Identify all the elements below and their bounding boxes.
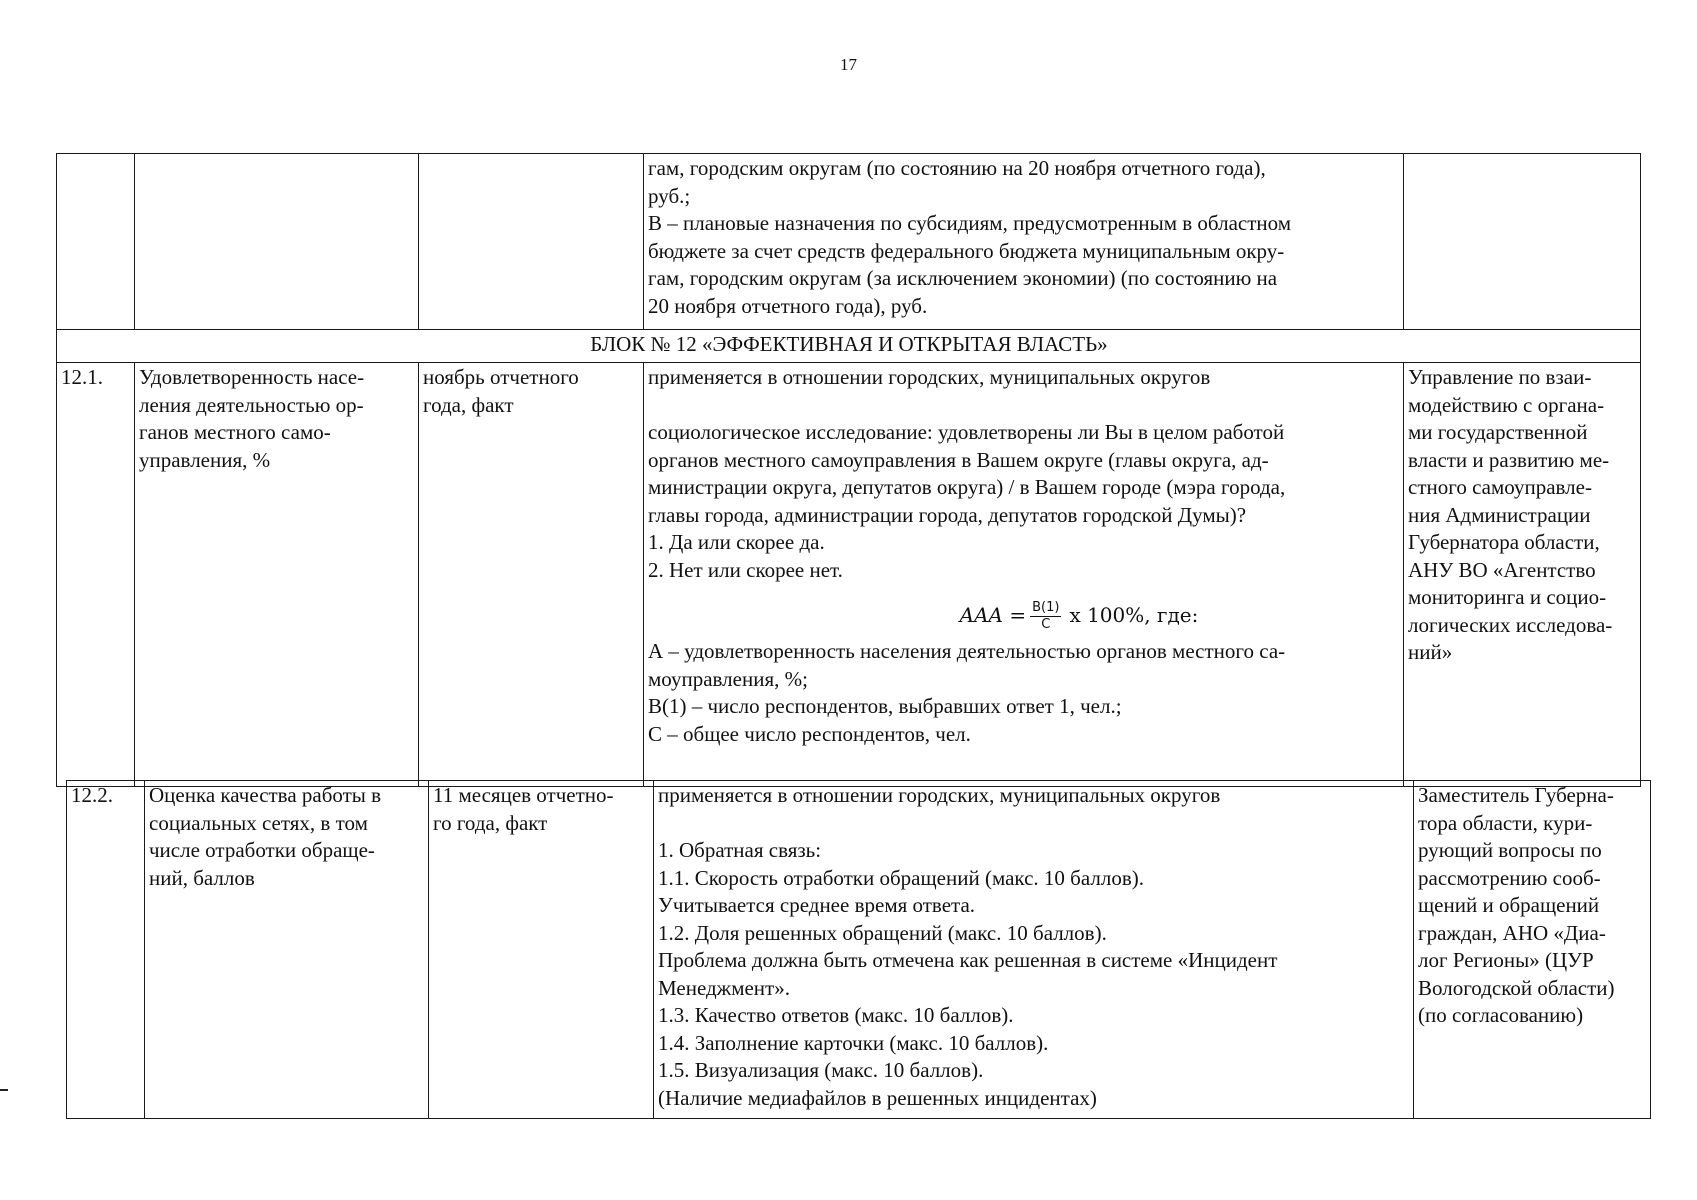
period: 11 месяцев отчетно- го года, факт xyxy=(429,781,654,1119)
indicator-cell xyxy=(135,154,419,330)
indicator-name: Удовлетворенность насе- ления деятельностью ор- ганов местного само- управления, % xyxy=(135,363,419,787)
period: ноябрь отчетного года, факт xyxy=(419,363,644,787)
method-line: В – плановые назначения по субсидиям, предусмотренным в областном xyxy=(648,211,1292,235)
method-line: бюджете за счет средств федерального бюджета муниципальным окру- xyxy=(648,238,1285,263)
row-number: 12.2. xyxy=(67,781,145,1119)
indicator-name: Оценка качества работы в социальных сетях, в том числе отработки обраще- ний, баллов xyxy=(145,781,429,1119)
formula-denominator: C xyxy=(1041,616,1051,632)
method-cell xyxy=(644,154,1404,330)
method-line: гам, городским округам (за исключением экономии) (по состоянию на xyxy=(648,266,1278,290)
number-cell xyxy=(57,154,135,330)
indicators-table-continued xyxy=(66,780,1651,1119)
block-header-row xyxy=(57,330,1641,363)
block-title: БЛОК № 12 «ЭФФЕКТИВНАЯ И ОТКРЫТАЯ ВЛАСТЬ» xyxy=(57,330,1641,363)
period-cell xyxy=(419,154,644,330)
margin-mark xyxy=(0,1089,8,1091)
calculation-method: применяется в отношении городских, муниципальных округов социологическое исследование: удовлетворены ли Вы в целом работой органов местного самоуправления в Вашем округе (главы округа, ад- министрации округа, депутатов округа) / в Вашем городе (мэра города, главы города, администрации города, депутатов городской Думы)? 1. Да или скорее да. 2. Нет или скорее нет. AAA = $\frac{B(1)}{C}$ x 100%, где: А – удовлетворенность населения деятельностью органов местного са- моуправления, %; В(1) – число респондентов, выбравших ответ 1, чел.; С – общее число респондентов, чел. xyxy=(644,363,1404,787)
method-intro: применяется в отношении городских, муниципальных округов xyxy=(658,783,1221,807)
formula-fraction xyxy=(1030,600,1061,633)
table-row xyxy=(67,781,1651,1119)
method-line: 20 ноября отчетного года), руб. xyxy=(648,293,928,318)
method-line: гам, городским округам (по состоянию на 20 ноября отчетного года), xyxy=(648,156,1266,180)
row-number: 12.1. xyxy=(57,363,135,787)
indicators-table xyxy=(56,153,1641,787)
page-number: 17 xyxy=(840,55,857,74)
calculation-method: применяется в отношении городских, муниципальных округов 1. Обратная связь: 1.1. Скорость отработки обращений (макс. 10 баллов). Учитывается среднее время ответа. 1.2. Доля решенных обращений (макс. 10 баллов). Проблема должна быть отмечена как решенная в системе «Инцидент Менеджмент». 1.3. Качество ответов (макс. 10 баллов). 1.4. Заполнение карточки (макс. 10 баллов). 1.5. Визуализация (макс. 10 баллов). (Наличие медиафайлов в решенных инцидентах) xyxy=(654,781,1414,1119)
table-row xyxy=(57,363,1641,787)
continuation-row xyxy=(57,154,1641,330)
responsible: Заместитель Губерна- тора области, кури- рующий вопросы по рассмотрению сооб- щений и обращений граждан, АНО «Диа- лог Регионы» (ЦУР Вологодской области) (по согласованию) xyxy=(1414,781,1651,1119)
formula-numerator: B(1) xyxy=(1032,599,1060,615)
responsible: Управление по взаи- модействию с органа- ми государственной власти и развитию ме- стного самоуправле- ния Администрации Губернатора области, АНУ ВО «Агентство мониторинга и социо- логических исследова- ний» xyxy=(1404,363,1641,787)
formula-tail: x 100%, где: xyxy=(1069,603,1199,628)
formula-lhs: AAA = xyxy=(959,603,1027,628)
responsible-cell xyxy=(1404,154,1641,330)
method-intro: применяется в отношении городских, муниципальных округов xyxy=(648,365,1211,389)
method-line: руб.; xyxy=(648,183,691,208)
formula xyxy=(648,594,1400,638)
